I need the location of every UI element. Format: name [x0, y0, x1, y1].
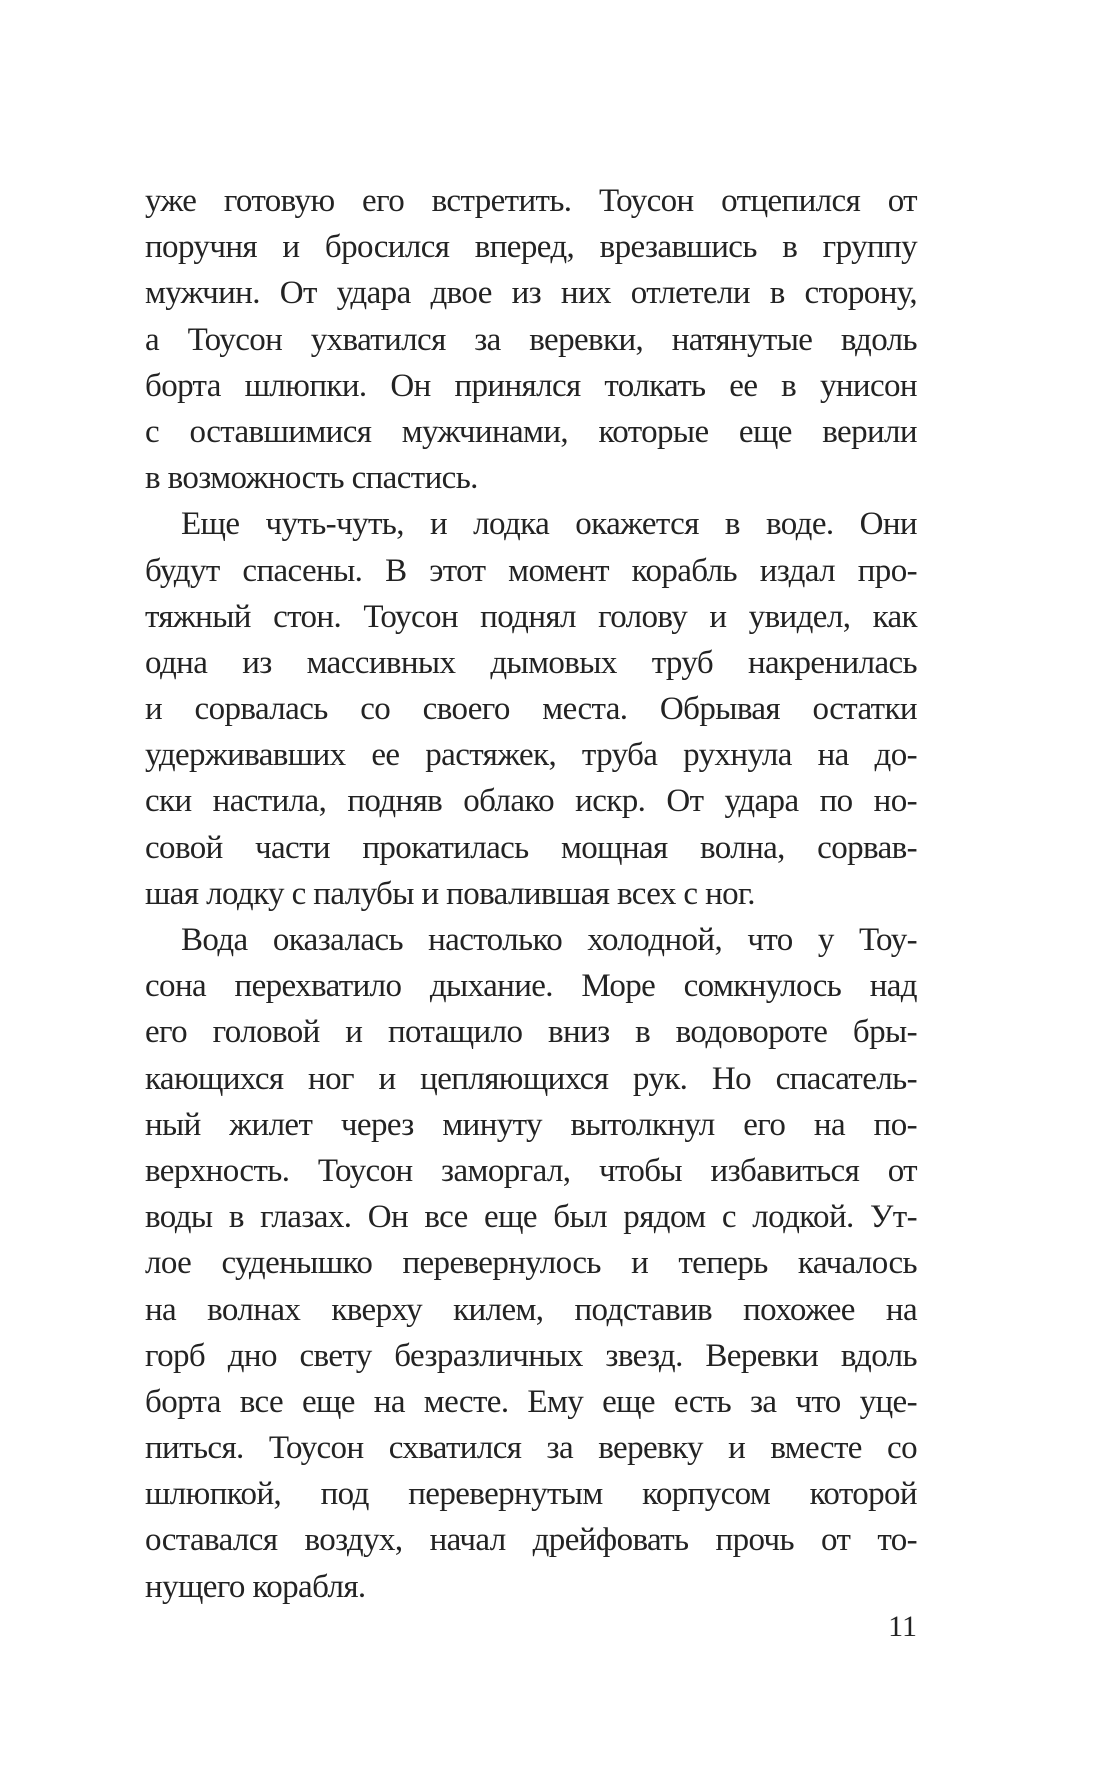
text-line: его головой и потащило вниз в водовороте бры-	[145, 1014, 917, 1051]
page-number: 11	[888, 1610, 917, 1643]
text-line: в возможность спастись.	[145, 460, 478, 497]
text-line: сона перехватило дыхание. Море сомкнулось над	[145, 968, 917, 1005]
paragraph-3	[145, 917, 917, 1610]
text-line: горб дно свету безразличных звезд. Веревки вдоль	[145, 1337, 917, 1374]
text-line: поручня и бросился вперед, врезавшись в группу	[145, 229, 917, 266]
text-line: удерживавших ее растяжек, труба рухнула на до-	[145, 737, 917, 774]
text-line: на волнах кверху килем, подставив похожее на	[145, 1291, 917, 1328]
text-line: мужчин. От удара двое из них отлетели в сторону,	[145, 275, 917, 312]
text-line: а Тоусон ухватился за веревки, натянутые вдоль	[145, 321, 917, 358]
text-line: нущего корабля.	[145, 1568, 366, 1605]
text-line: верхность. Тоусон заморгал, чтобы избавиться от	[145, 1152, 917, 1189]
text-line: ный жилет через минуту вытолкнул его на по-	[145, 1106, 917, 1143]
text-line: ски настила, подняв облако искр. От удара по но-	[145, 783, 917, 820]
text-line: Еще чуть-чуть, и лодка окажется в воде. Они	[181, 506, 917, 543]
text-line: одна из массивных дымовых труб накренилась	[145, 644, 917, 681]
paragraph-1	[145, 178, 917, 501]
text-line: шлюпкой, под перевернутым корпусом которой	[145, 1476, 917, 1513]
text-line: Вода оказалась настолько холодной, что у Тоу-	[181, 922, 917, 958]
text-line: шая лодку с палубы и повалившая всех с ног.	[145, 875, 755, 912]
text-line: будут спасены. В этот момент корабль издал про-	[145, 552, 917, 589]
text-line: уже готовую его встретить. Тоусон отцепился от	[145, 183, 917, 219]
text-line: питься. Тоусон схватился за веревку и вместе со	[145, 1430, 917, 1467]
paragraph-2	[145, 501, 917, 917]
text-line: борта все еще на месте. Ему еще есть за что уце-	[145, 1383, 917, 1420]
text-line: и сорвалась со своего места. Обрывая остатки	[145, 691, 917, 728]
text-line: воды в глазах. Он все еще был рядом с лодкой. Ут-	[145, 1199, 917, 1236]
body-text	[145, 178, 917, 1610]
text-line: тяжный стон. Тоусон поднял голову и увидел, как	[145, 598, 917, 635]
text-line: лое суденышко перевернулось и теперь качалось	[145, 1245, 917, 1282]
text-line: с оставшимися мужчинами, которые еще верили	[145, 413, 917, 450]
text-line: кающихся ног и цепляющихся рук. Но спасатель-	[145, 1060, 917, 1097]
text-line: оставался воздух, начал дрейфовать прочь от то-	[145, 1522, 917, 1559]
text-line: совой части прокатилась мощная волна, сорвав-	[145, 829, 917, 866]
text-line: борта шлюпки. Он принялся толкать ее в унисон	[145, 367, 917, 404]
